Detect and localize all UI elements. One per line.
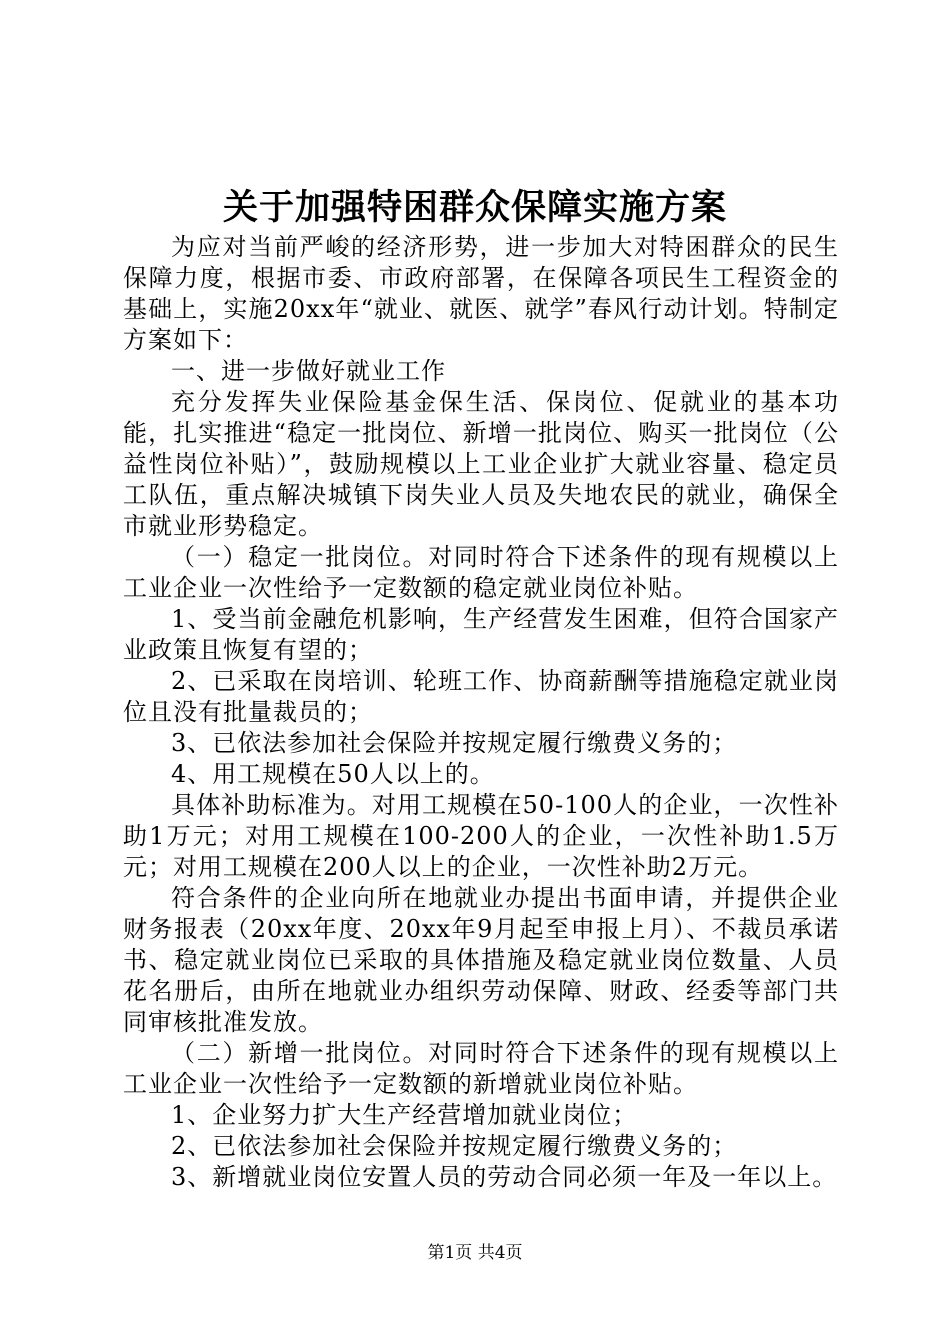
subsection-heading-new-positions: （二）新增一批岗位。对同时符合下述条件的现有规模以上工业企业一次性给予一定数额的新增就业岗位补贴。: [123, 1039, 839, 1098]
condition-item-2: 2、已采取在岗培训、轮班工作、协商薪酬等措施稳定就业岗位且没有批量裁员的；: [123, 667, 839, 726]
new-condition-item-3: 3、新增就业岗位安置人员的劳动合同必须一年及一年以上。: [171, 1163, 838, 1191]
document-title: 关于加强特困群众保障实施方案: [222, 187, 727, 228]
new-condition-item-1: 1、企业努力扩大生产经营增加就业岗位；: [171, 1101, 638, 1129]
section-heading-employment: 一、进一步做好就业工作: [171, 357, 446, 385]
paragraph-application-process: 符合条件的企业向所在地就业办提出书面申请，并提供企业财务报表（20xx年度、20xx年9月起至申报上月）、不裁员承诺书、稳定就业岗位已采取的具体措施及稳定就业岗位数量、人员花名册后，由所在地就业办组织劳动保障、财政、经委等部门共同审核批准发放。: [123, 884, 839, 1036]
paragraph-subsidy-standard: 具体补助标准为。对用工规模在50-100人的企业，一次性补助1万元；对用工规模在100-200人的企业，一次性补助1.5万元；对用工规模在200人以上的企业，一次性补助2万元。: [123, 791, 839, 881]
paragraph-employment-overview: 充分发挥失业保险基金保生活、保岗位、促就业的基本功能，扎实推进“稳定一批岗位、新增一批岗位、购买一批岗位（公益性岗位补贴）”，鼓励规模以上工业企业扩大就业容量、稳定员工队伍，重点解决城镇下岗失业人员及失地农民的就业，确保全市就业形势稳定。: [123, 388, 839, 540]
new-condition-item-2: 2、已依法参加社会保险并按规定履行缴费义务的；: [171, 1132, 738, 1160]
condition-item-3: 3、已依法参加社会保险并按规定履行缴费义务的；: [171, 729, 738, 757]
subsection-heading-stabilize: （一）稳定一批岗位。对同时符合下述条件的现有规模以上工业企业一次性给予一定数额的稳定就业岗位补贴。: [123, 543, 839, 602]
page-number-footer: 第1页 共4页: [427, 1243, 523, 1263]
condition-item-1: 1、受当前金融危机影响，生产经营发生困难，但符合国家产业政策且恢复有望的；: [123, 605, 839, 664]
paragraph-intro: 为应对当前严峻的经济形势，进一步加大对特困群众的民生保障力度，根据市委、市政府部署，在保障各项民生工程资金的基础上，实施20xx年“就业、就医、就学”春风行动计划。特制定方案如下：: [123, 233, 839, 354]
document-body: [123, 232, 839, 1193]
condition-item-4: 4、用工规模在50人以上的。: [171, 760, 495, 788]
